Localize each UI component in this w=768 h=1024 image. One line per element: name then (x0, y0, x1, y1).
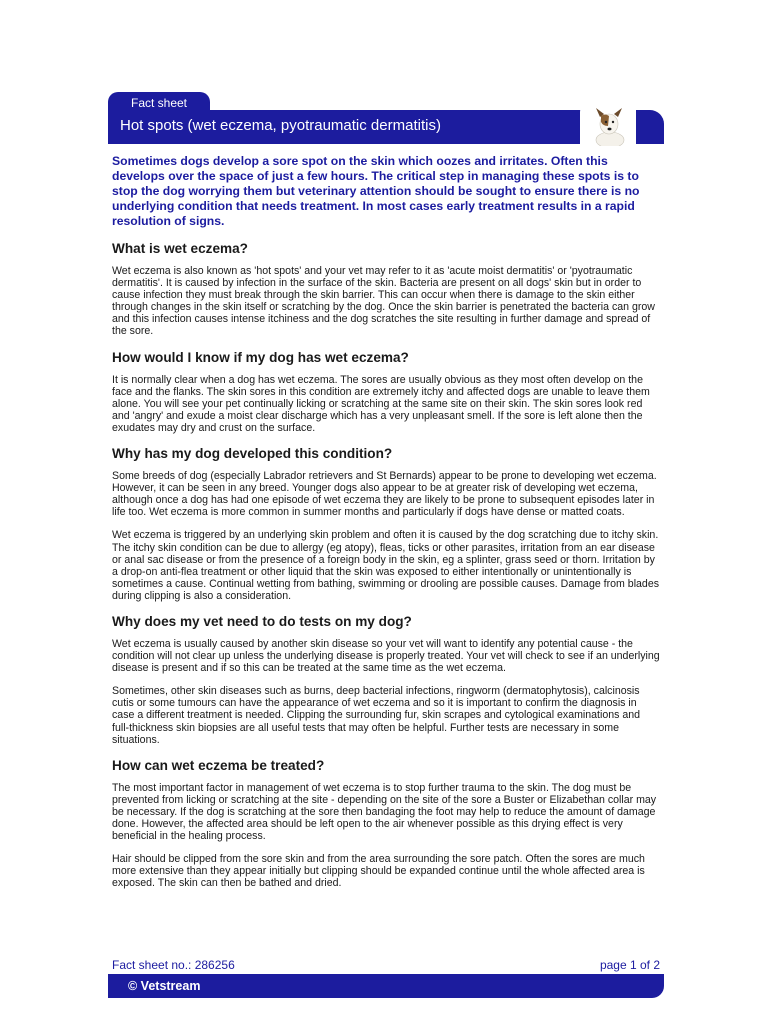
section-paragraph: Some breeds of dog (especially Labrador retrievers and St Bernards) appear to be prone to developing wet eczema. However, it can be seen in any breed. Younger dogs also appear to be at greater risk of developing wet eczema, although once a dog has had one episode of wet eczema they are likely to be prone to subsequent episodes later in life too. Wet eczema is more common in summer months and particularly if dogs have dense or matted coats. (112, 470, 657, 519)
dog-icon (580, 104, 636, 146)
section-what-is (112, 240, 660, 338)
section-why-developed (112, 445, 660, 602)
section-paragraph: Wet eczema is usually caused by another skin disease so your vet will want to identify any potential cause - the condition will not clear up unless the underlying disease is properly treated. Your vet will check to see if an underlying disease is present and if so this can be treated at the same time as the wet eczema. (112, 637, 660, 675)
section-heading: Why has my dog developed this condition? (112, 446, 393, 462)
section-heading: What is wet eczema? (112, 241, 248, 256)
page-title: Hot spots (wet eczema, pyotraumatic dermatitis) (120, 117, 441, 134)
article-body (112, 240, 660, 900)
footer-info (112, 958, 660, 972)
section-how-would-i-know (112, 349, 660, 434)
section-paragraph: The most important factor in management of wet eczema is to stop further trauma to the skin. The dog must be prevented from licking or scratching at the site - depending on the site of the sore a Buster or Elizabethan collar may be necessary. If the dog is scratching at the sore then bandaging the foot may help to reduce the amount of damage done. However, the affected area should be left open to the air whenever possible as this drying effect is very beneficial in the healing process. (112, 781, 657, 843)
section-paragraph: Wet eczema is also known as 'hot spots' and your vet may refer to it as 'acute moist dermatitis' or 'pyotraumatic dermatitis'. It is caused by infection in the surface of the skin. Bacteria are present on all dogs' skin but in order to cause infection they must break through the skin barrier. This can occur when there is damage to the skin either through changes in the skin itself or scratching by the dog. Once the skin barrier is penetrated the bacteria can grow and this infection causes intense itchiness and the dog scratches the site resulting in further damage and spread of the sore. (112, 265, 655, 338)
section-heading: Why does my vet need to do tests on my dog? (112, 613, 412, 629)
section-paragraph: Sometimes, other skin diseases such as burns, deep bacterial infections, ringworm (dermatophytosis), calcinosis cutis or some tumours can have the appearance of wet eczema and so it is important to confirm the diagnosis in case a different treatment is needed. Clipping the surrounding fur, skin scrapes and cytological examinations and full-thickness skin biopsies are all useful tests that may often be helpful. Further tests are necessary in some situations. (112, 685, 641, 746)
section-paragraph: It is normally clear when a dog has wet eczema. The sores are usually obvious as they most often develop on the face and the flanks. The skin sores in this condition are extremely itchy and affected dogs are unable to leave them alone. You will see your pet continually licking or scratching at the same site on their skin. The skin sores look red and 'angry' and exude a moist clear discharge which has a very unpleasant smell. If the sore is left alone then the exudates may dry and crust on the surface. (112, 373, 650, 434)
section-paragraph: Hair should be clipped from the sore skin and from the area surrounding the sore patch. Often the sores are much more extensive than they appear initially but clipping should be expanded continue until the whole affected area is exposed. The skin can then be bathed and dried. (112, 853, 645, 890)
dog-illustration (580, 104, 636, 146)
fact-sheet-tab: Fact sheet (108, 92, 210, 114)
section-treatment (112, 757, 660, 890)
brand-logo: © Vetstream (128, 979, 201, 993)
section-why-tests (112, 613, 660, 746)
intro-paragraph: Sometimes dogs develop a sore spot on the skin which oozes and irritates. Often this develops over the space of just a few hours. The critical step in managing these spots is to stop the dog worrying them but veterinary attention should be sought to ensure there is no underlying condition that needs treatment. In most cases early treatment results in a rapid resolution of signs. (112, 154, 640, 228)
page-number: page 1 of 2 (599, 958, 660, 972)
section-heading: How can wet eczema be treated? (112, 757, 325, 773)
section-heading: How would I know if my dog has wet eczema? (112, 349, 409, 365)
section-paragraph: Wet eczema is triggered by an underlying skin problem and often it is caused by the dog scratching due to itchy skin. The itchy skin condition can be due to allergy (eg atopy), fleas, ticks or other parasites, irritation from an ear disease or anal sac disease or from the presence of a foreign body in the skin, eg a splinter, grass seed or thorn. Irritation by a drop-on anti-flea treatment or other liquid that the skin was exposed to either intentionally or unintentionally is sometimes a cause. Continual wetting from bathing, swimming or drooling are possible causes. Damage from blades during clipping is also a consideration. (112, 529, 660, 602)
fact-sheet-number: Fact sheet no.: 286256 (112, 958, 235, 972)
